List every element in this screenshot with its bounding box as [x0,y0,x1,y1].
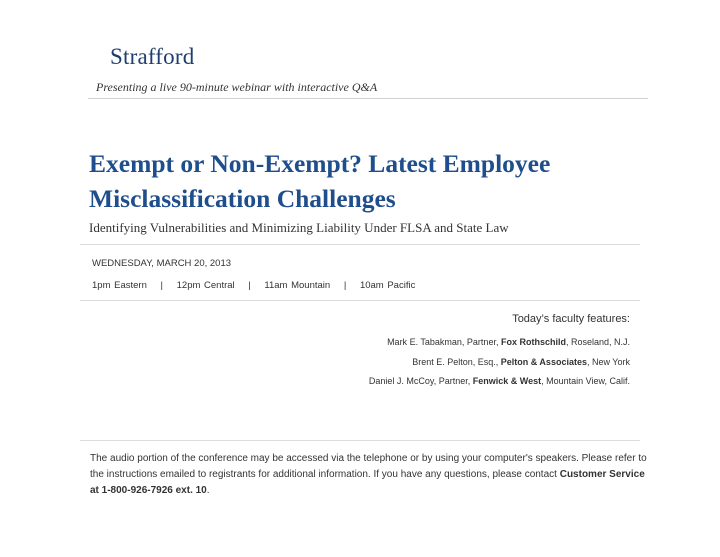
faculty-member [412,357,630,367]
divider-bottom [80,440,640,441]
faculty-name: Brent E. Pelton, Esq., [412,357,499,367]
time-pacific: 10am Pacific [359,280,416,291]
webinar-date: WEDNESDAY, MARCH 20, 2013 [92,258,232,269]
divider-middle [80,300,640,301]
faculty-location: , Mountain View, Calif. [541,376,630,386]
faculty-location: , Roseland, N.J. [565,337,630,347]
time-separator: | [248,280,251,291]
faculty-firm: Fox Rothschild [500,337,566,347]
faculty-name: Daniel J. McCoy, Partner, [368,376,471,386]
customer-service-contact: Customer Service at 1-800-926-7926 ext. 10 [90,469,645,496]
faculty-name: Mark E. Tabakman, Partner, [387,337,499,347]
time-separator: | [343,280,347,291]
divider-top [80,244,640,245]
webinar-times [92,280,415,291]
faculty-member [387,337,630,347]
footer-end: . [206,485,210,496]
webinar-subtitle: Identifying Vulnerabilities and Minimizing Liability Under FLSA and State Law [89,220,509,235]
time-mountain: 11am Mountain [264,280,331,291]
tagline-divider [88,98,648,99]
footer-text: The audio portion of the conference may be accessed via the telephone or by using your computer's speakers. Please refer to the instructions emailed to registrants for additional information. If you have any questions, please contact [90,453,647,480]
time-separator: | [160,280,163,291]
faculty-location: , New York [586,357,630,367]
time-eastern: 1pm Eastern [92,280,147,291]
audio-instructions [90,451,650,499]
faculty-heading: Today’s faculty features: [512,313,630,325]
tagline: Presenting a live 90-minute webinar with interactive Q&A [96,80,378,94]
faculty-firm: Pelton & Associates [500,357,587,367]
strafford-logo: Strafford [110,44,195,69]
faculty-firm: Fenwick & West [472,376,542,386]
faculty-member [369,376,630,386]
webinar-title: Exempt or Non-Exempt? Latest Employee Misclassification Challenges [89,149,551,213]
time-central: 12pm Central [176,280,235,291]
